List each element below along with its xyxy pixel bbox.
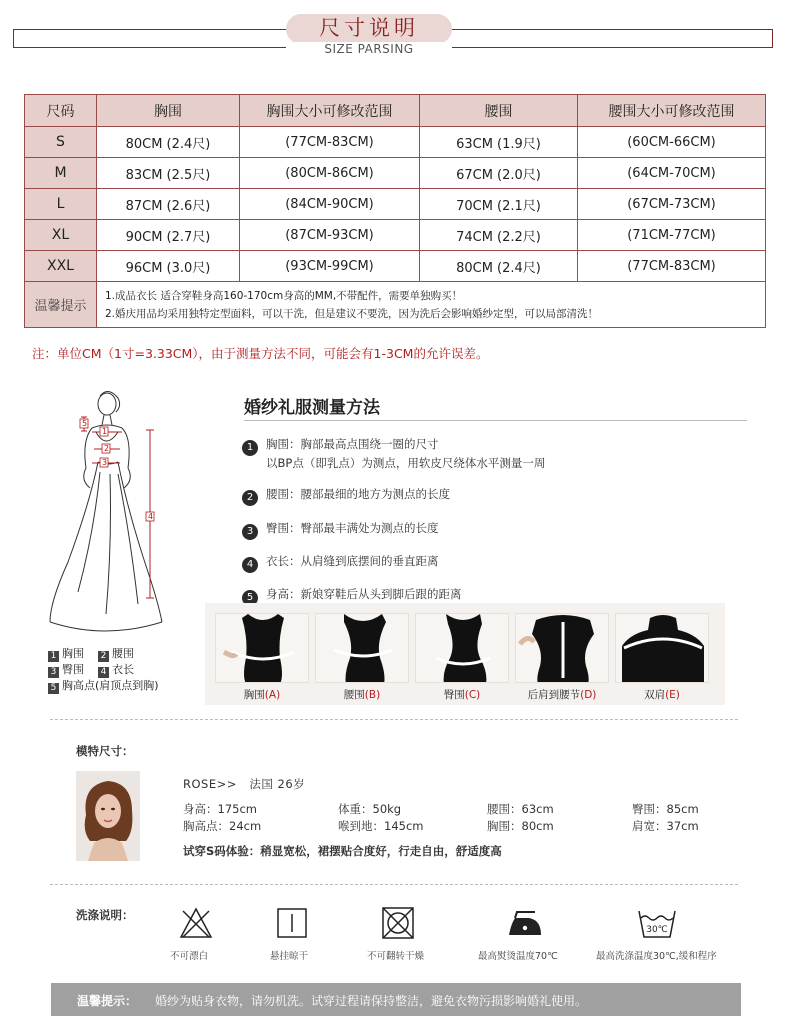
- table-row: [25, 189, 766, 220]
- table-cell: (60CM-66CM): [578, 127, 766, 158]
- legend-label: 臀围: [62, 663, 84, 676]
- footer-label: 温馨提示：: [77, 994, 138, 1008]
- legend-num: 5: [48, 683, 59, 694]
- mannequin-photo: [515, 613, 609, 683]
- model-stat: 体重：50kg: [338, 802, 402, 816]
- wash-label: 不可翻转干燥: [367, 951, 425, 962]
- figure-mark: 2: [104, 444, 110, 453]
- figure-mark: 5: [82, 419, 88, 428]
- mannequin-bust-icon: [216, 614, 309, 683]
- table-cell: (67CM-73CM): [578, 189, 766, 220]
- model-name: ROSE>>: [183, 777, 237, 791]
- size-label: L: [25, 189, 97, 220]
- no-bleach-icon: [178, 906, 214, 944]
- figure-mark: 1: [102, 427, 108, 436]
- table-cell: (64CM-70CM): [578, 158, 766, 189]
- table-cell: (77CM-83CM): [578, 251, 766, 282]
- photo-caption: [515, 687, 609, 702]
- caption-code: (A): [264, 689, 281, 701]
- mannequin-hip-icon: [416, 614, 509, 683]
- legend-row: [48, 662, 159, 678]
- mannequin-photo: [315, 613, 409, 683]
- table-row: [25, 127, 766, 158]
- measure-text: 胸围：胸部最高点围绕一圈的尺寸: [266, 437, 439, 451]
- legend-row: [48, 678, 159, 694]
- tip-line: 2.婚庆用品均采用独特定型面料，可以干洗，但是建议不要洗，因为洗后会影响婚纱定型，可以局部清洗！: [105, 307, 599, 320]
- mannequin-photo: [415, 613, 509, 683]
- caption-code: (C): [464, 689, 481, 701]
- step-number: 4: [242, 557, 258, 573]
- table-cell: (71CM-77CM): [578, 220, 766, 251]
- table-cell: 80CM (2.4尺): [420, 251, 578, 282]
- header-waist-range: 腰围大小可修改范围: [578, 95, 766, 127]
- no-tumble-dry-icon: [380, 906, 416, 944]
- measure-photo-strip: [205, 603, 725, 705]
- dress-sketch-icon: [40, 382, 190, 642]
- footer-text: 婚纱为贴身衣物，请勿机洗。试穿过程请保持整洁，避免衣物污损影响婚礼使用。: [155, 994, 588, 1008]
- table-cell: 87CM (2.6尺): [97, 189, 240, 220]
- measure-item: [242, 553, 439, 573]
- iron-icon: [505, 906, 545, 944]
- table-row: [25, 220, 766, 251]
- measure-item: [242, 486, 450, 506]
- legend-label: 胸围: [62, 647, 84, 660]
- legend-row: [48, 646, 159, 662]
- model-origin: 法国 26岁: [249, 777, 306, 791]
- table-cell: 63CM (1.9尺): [420, 127, 578, 158]
- size-label: XXL: [25, 251, 97, 282]
- legend-num: 2: [98, 651, 109, 662]
- legend-label: 腰围: [112, 647, 134, 660]
- mannequin-waist-icon: [316, 614, 409, 683]
- figure-mark: 3: [102, 458, 108, 467]
- wash-heading: 洗涤说明：: [76, 908, 134, 922]
- wash-tub-icon: [636, 906, 678, 944]
- table-cell: 67CM (2.0尺): [420, 158, 578, 189]
- model-name-line: [183, 776, 305, 792]
- wash-label: 最高洗涤温度30℃,缓和程序: [596, 951, 717, 962]
- model-stat: 肩宽：37cm: [632, 819, 699, 833]
- table-cell: (93CM-99CM): [240, 251, 420, 282]
- legend-num: 1: [48, 651, 59, 662]
- divider: [244, 420, 747, 421]
- dress-figure: [40, 382, 190, 642]
- caption-code: (E): [665, 689, 680, 701]
- measure-text: 腰围：腰部最细的地方为测点的长度: [266, 487, 450, 501]
- figure-legend: [48, 646, 159, 694]
- size-label: XL: [25, 220, 97, 251]
- caption-text: 腰围: [343, 689, 365, 701]
- page-title: 尺寸说明: [319, 16, 419, 40]
- table-cell: 83CM (2.5尺): [97, 158, 240, 189]
- step-number: 2: [242, 490, 258, 506]
- measure-subtext: 以BP点（即乳点）为测点，用软皮尺绕体水平测量一周: [266, 456, 546, 470]
- tub-temperature: 30℃: [646, 925, 668, 935]
- mannequin-photo: [615, 613, 709, 683]
- step-number: 1: [242, 440, 258, 456]
- tips-row: [25, 282, 766, 328]
- tip-line: 1.成品衣长 适合穿鞋身高160-170cm身高的MM,不带配件，需要单独购买！: [105, 289, 463, 302]
- size-label: M: [25, 158, 97, 189]
- tips-label: 温馨提示: [25, 282, 97, 328]
- model-stat: 喉到地：145cm: [338, 819, 424, 833]
- photo-caption: [415, 687, 509, 702]
- model-stat: 臀围：85cm: [632, 802, 699, 816]
- dashed-divider: [50, 884, 738, 885]
- table-cell: (77CM-83CM): [240, 127, 420, 158]
- table-cell: (87CM-93CM): [240, 220, 420, 251]
- table-cell: (80CM-86CM): [240, 158, 420, 189]
- legend-num: 4: [98, 667, 109, 678]
- dashed-divider: [50, 719, 738, 720]
- footer-bar: [51, 983, 741, 1016]
- model-portrait-icon: [76, 771, 140, 861]
- model-stat: 胸围：80cm: [487, 819, 554, 833]
- fitting-note: 试穿S码体验：稍显宽松，裙摆贴合度好，行走自由，舒适度高: [183, 844, 502, 858]
- unit-note: 注：单位CM（1寸=3.33CM），由于测量方法不同，可能会有1-3CM的允许误差。: [32, 346, 489, 361]
- caption-text: 后肩到腰节: [527, 689, 581, 701]
- table-cell: 70CM (2.1尺): [420, 189, 578, 220]
- header-size: 尺码: [25, 95, 97, 127]
- photo-caption: [215, 687, 309, 702]
- caption-text: 臀围: [443, 689, 465, 701]
- caption-code: (D): [580, 689, 597, 701]
- table-header-row: [25, 95, 766, 127]
- table-cell: 96CM (3.0尺): [97, 251, 240, 282]
- size-table: [24, 94, 766, 328]
- model-stat: 身高：175cm: [183, 802, 257, 816]
- photo-caption: [315, 687, 409, 702]
- model-stat: 胸高点：24cm: [183, 819, 262, 833]
- model-photo: [76, 771, 140, 861]
- model-heading: 模特尺寸：: [76, 744, 134, 758]
- step-number: 3: [242, 524, 258, 540]
- table-row: [25, 158, 766, 189]
- model-stat: 腰围：63cm: [487, 802, 554, 816]
- table-cell: 80CM (2.4尺): [97, 127, 240, 158]
- measure-text: 臀围：臀部最丰满处为测点的长度: [266, 521, 439, 535]
- header-bust-range: 胸围大小可修改范围: [240, 95, 420, 127]
- legend-num: 3: [48, 667, 59, 678]
- measure-text: 身高：新娘穿鞋后从头到脚后跟的距离: [266, 587, 462, 601]
- hang-dry-icon: [276, 906, 308, 944]
- measure-item: [242, 520, 439, 540]
- mannequin-photo: [215, 613, 309, 683]
- measure-text: 衣长：从肩缝到底摆间的垂直距离: [266, 554, 439, 568]
- page-subtitle: SIZE PARSING: [286, 42, 452, 56]
- table-cell: 74CM (2.2尺): [420, 220, 578, 251]
- header-waist: 腰围: [420, 95, 578, 127]
- figure-mark: 4: [148, 512, 154, 521]
- tips-text: [97, 282, 766, 328]
- wash-label: 不可漂白: [170, 951, 209, 962]
- table-cell: (84CM-90CM): [240, 189, 420, 220]
- wash-label: 悬挂晾干: [270, 951, 309, 962]
- header-bust: 胸围: [97, 95, 240, 127]
- mannequin-shoulder-icon: [616, 614, 709, 683]
- step-number: 5: [242, 590, 258, 606]
- wash-label: 最高熨烫温度70℃: [478, 951, 558, 962]
- measure-item: [242, 436, 439, 456]
- caption-code: (B): [364, 689, 381, 701]
- table-cell: 90CM (2.7尺): [97, 220, 240, 251]
- photo-caption: [615, 687, 709, 702]
- table-row: [25, 251, 766, 282]
- caption-text: 双肩: [644, 689, 666, 701]
- size-label: S: [25, 127, 97, 158]
- measure-title: 婚纱礼服测量方法: [244, 398, 380, 418]
- caption-text: 胸围: [243, 689, 265, 701]
- mannequin-back-icon: [516, 614, 609, 683]
- legend-label: 衣长: [112, 663, 134, 676]
- legend-label: 胸高点(肩顶点到胸): [62, 679, 159, 692]
